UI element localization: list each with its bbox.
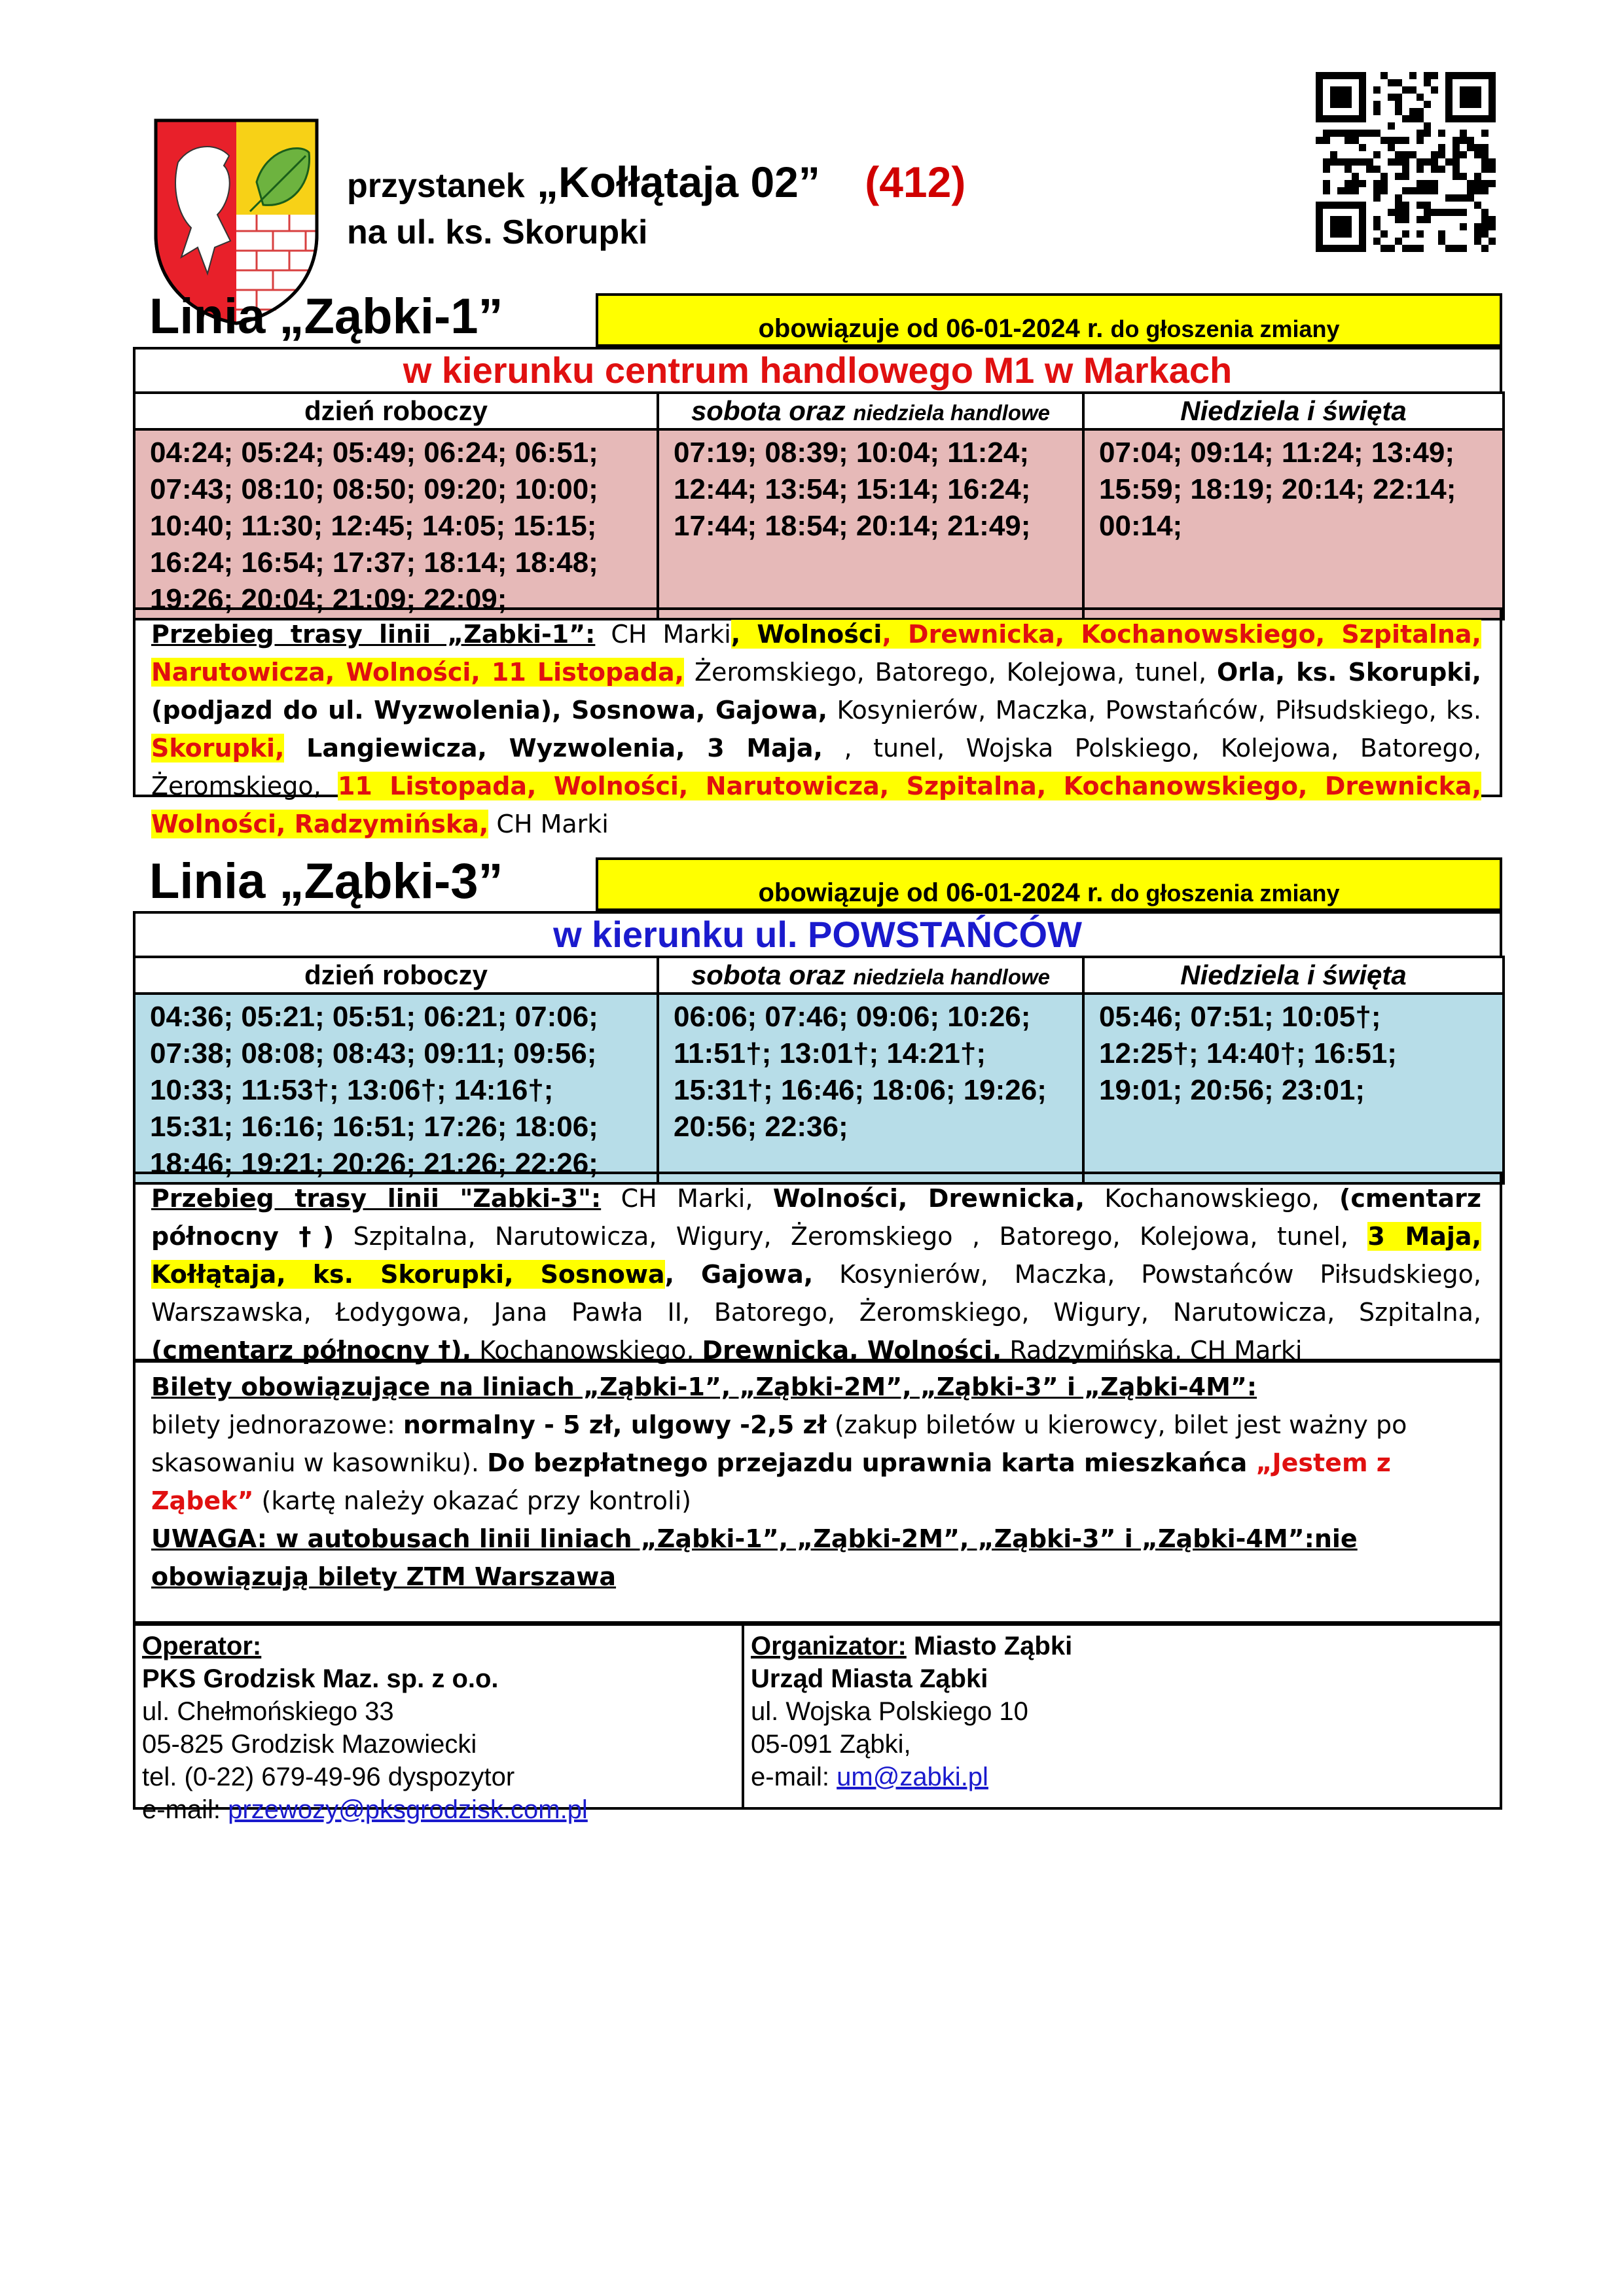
operator-street: ul. Chełmońskiego 33 bbox=[142, 1697, 394, 1726]
organizer-info bbox=[744, 1626, 1510, 1797]
line1-timetable bbox=[133, 391, 1505, 620]
line3-sunday-times: 05:46; 07:51; 10:05†; 12:25†; 14:40†; 16:51; 19:01; 20:56; 23:01; bbox=[1083, 994, 1504, 1183]
line3-route: Przebieg trasy linii "Zabki-3": CH Marki, Wolności, Drewnicka, Kochanowskiego, (cmentarz północny †) Szpitalna, Narutowicza, Wigury, Żeromskiego , Batorego, Kolejowa, tunel, 3 Maja, Kołłątaja, ks. Skorupki, Sosnowa, Gajowa, Kosynierów, Maczka, Powstańców Piłsudskiego, Warszawska, Łodygowa, Jana Pawła II, Batorego, Żeromskiego, Wigury, Narutowicza, Szpitalna, (cmentarz północny †), Kochanowskiego, Drewnicka, Wolności, Radzymińska, CH Marki bbox=[133, 1172, 1502, 1361]
line1-sunday-times: 07:04; 09:14; 11:24; 13:49; 15:59; 18:19; 20:14; 22:14; 00:14; bbox=[1083, 429, 1504, 619]
stop-name: „Kołłątaja 02” bbox=[537, 158, 820, 206]
tickets-heading: Bilety obowiązujące na liniach „Ząbki-1”, „Ząbki-2M”, „Ząbki-3” i „Ząbki-4M”: bbox=[151, 1372, 1257, 1401]
line1-validity-suffix: do głoszenia zmiany bbox=[1110, 315, 1340, 342]
line3-validity-date: obowiązuje od 06-01-2024 r. bbox=[758, 878, 1104, 907]
contact-footer bbox=[133, 1623, 1502, 1824]
line1-route: Przebieg trasy linii „Zabki-1”: CH Marki, Wolności, Drewnicka, Kochanowskiego, Szpitalna, Narutowicza, Wolności, 11 Listopada, Żeromskiego, Batorego, Kolejowa, tunel, Orla, ks. Skorupki, (podjazd do ul. Wyzwolenia), Sosnowa, Gajowa, Kosynierów, Maczka, Powstańców, Piłsudskiego, ks. Skorupki, Langiewicza, Wyzwolenia, 3 Maja, , tunel, Wojska Polskiego, Kolejowa, Batorego, Żeromskiego, 11 Listopada, Wolności, Narutowicza, Szpitalna, Kochanowskiego, Drewnicka, Wolności, Radzymińska, CH Marki bbox=[133, 607, 1502, 797]
line3-direction: w kierunku ul. POWSTAŃCÓW bbox=[133, 911, 1502, 958]
operator-email-link[interactable]: przewozy@pksgrodzisk.com.pl bbox=[228, 1795, 588, 1824]
qr-code-icon bbox=[1316, 72, 1496, 252]
line3-weekday-times: 04:36; 05:21; 05:51; 06:21; 07:06; 07:38; 08:08; 08:43; 09:11; 09:56; 10:33; 11:53†; 13:06†; 14:16†; 15:31; 16:16; 16:51; 17:26; 18:06; 18:46; 19:21; 20:26; 21:26; 22:26; bbox=[134, 994, 658, 1183]
line1-validity bbox=[596, 293, 1502, 347]
operator-phone: tel. (0-22) 679-49-96 dyspozytor bbox=[142, 1763, 515, 1791]
line1-direction: w kierunku centrum handlowego M1 w Markach bbox=[133, 347, 1502, 394]
line3-timetable bbox=[133, 956, 1505, 1185]
organizer-email-row: e-mail: um@zabki.pl bbox=[751, 1763, 988, 1791]
organizer-name: Urząd Miasta Ząbki bbox=[751, 1664, 988, 1693]
organizer-city: 05-091 Ząbki, bbox=[751, 1730, 911, 1759]
line3-name: Linia „Ząbki-3” bbox=[149, 853, 503, 909]
tickets-text: bilety jednorazowe: normalny - 5 zł, ulgowy -2,5 zł (zakup biletów u kierowcy, bilet jest ważny po skasowaniu w kasowniku). Do bezpłatnego przejazdu uprawnia karta mieszkańca „Jestem z Ząbek” (kartę należy okazać przy kontroli) bbox=[151, 1410, 1407, 1515]
tickets-info bbox=[133, 1360, 1502, 1624]
operator-city: 05-825 Grodzisk Mazowiecki bbox=[142, 1730, 477, 1759]
line1-header-weekday: dzień roboczy bbox=[134, 393, 658, 429]
organizer-label: Organizator: Miasto Ząbki bbox=[751, 1632, 1073, 1660]
stop-number: (412) bbox=[865, 158, 966, 206]
operator-label: Operator: bbox=[142, 1632, 262, 1660]
stop-title bbox=[347, 157, 965, 207]
line1-header-sunday: Niedziela i święta bbox=[1083, 393, 1504, 429]
line3-validity-suffix: do głoszenia zmiany bbox=[1110, 880, 1340, 906]
stop-prefix: przystanek bbox=[347, 167, 525, 205]
line1-header-saturday: sobota oraz niedziela handlowe bbox=[658, 393, 1083, 429]
operator-info bbox=[135, 1626, 744, 1824]
line1-name: Linia „Ząbki-1” bbox=[149, 289, 503, 344]
line1-validity-date: obowiązuje od 06-01-2024 r. bbox=[758, 314, 1104, 343]
organizer-email-link[interactable]: um@zabki.pl bbox=[837, 1763, 988, 1791]
organizer-street: ul. Wojska Polskiego 10 bbox=[751, 1697, 1028, 1726]
stop-street: na ul. ks. Skorupki bbox=[347, 213, 648, 251]
operator-email-row: e-mail: przewozy@pksgrodzisk.com.pl bbox=[142, 1795, 588, 1824]
line3-saturday-times: 06:06; 07:46; 09:06; 10:26; 11:51†; 13:01†; 14:21†; 15:31†; 16:46; 18:06; 19:26; 20:56; 22:36; bbox=[658, 994, 1083, 1183]
tickets-warning: UWAGA: w autobusach linii liniach „Ząbki-1”, „Ząbki-2M”, „Ząbki-3” i „Ząbki-4M”:nie obowiązują bilety ZTM Warszawa bbox=[151, 1524, 1358, 1591]
line3-header-weekday: dzień roboczy bbox=[134, 957, 658, 994]
line3-header-saturday: sobota oraz niedziela handlowe bbox=[658, 957, 1083, 994]
line1-weekday-times: 04:24; 05:24; 05:49; 06:24; 06:51; 07:43; 08:10; 08:50; 09:20; 10:00; 10:40; 11:30; 12:45; 14:05; 15:15; 16:24; 16:54; 17:37; 18:14; 18:48; 19:26; 20:04; 21:09; 22:09; bbox=[134, 429, 658, 619]
line3-header-sunday: Niedziela i święta bbox=[1083, 957, 1504, 994]
line3-validity bbox=[596, 857, 1502, 911]
operator-name: PKS Grodzisk Maz. sp. z o.o. bbox=[142, 1664, 499, 1693]
line1-saturday-times: 07:19; 08:39; 10:04; 11:24; 12:44; 13:54; 15:14; 16:24; 17:44; 18:54; 20:14; 21:49; bbox=[658, 429, 1083, 619]
